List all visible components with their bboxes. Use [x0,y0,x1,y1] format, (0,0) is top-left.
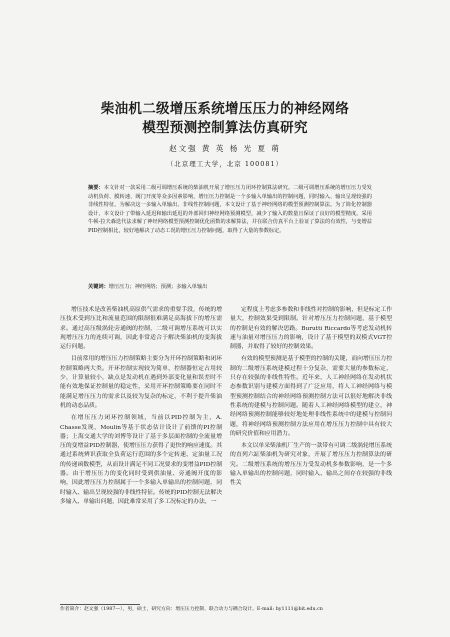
body-column-right [230,306,392,492]
body-paragraph: 本文以单采柴油机厂生产的一款带有可调二级涡轮增压系统的直列六缸柴油机为研究对象，开展了增压压力控制算法的研究。二级增压系统的增压压力受发动机多参数影响，是一个多输入单输出的控制问题，同时输入、输出之间存在较强的非线性关 [230,443,392,487]
body-paragraph: 增压技术是改善柴油机高原供气需求的重要手段，传统的增压技术受到压比和流量范围的限制很难满足高海拔下的增压需求。通过高压级涡轮旁通阀的控制，二级可调增压系统可以实现增压压力的连续可调，因此非常适合于解决柴油机的变海拔运行问题。 [60,307,222,351]
affiliation: （北京理工大学，北京 100081） [166,160,284,168]
keywords-label: 关键词： [88,284,109,290]
body-paragraph: 有效的模型预测是基于模型的控制的关键，而向增压压力控制的二级增压系统建模过程十分复杂，需要大量的参数标定，只存在较强的非线性特性。近年来，人工神经网络在发动机状态参数识别与建模方面得到了广泛应用，将人工神经网络与模型预测控制结合的神经网络预测控制方法可以很好地解决非线性系统的建模与控制问题。随着人工神经网络模型的建立，神经网络预测控制能够较好地处理非线性系统中的建模与控制问题，将神经网络预测控制方法应用在增压压力控制中具有较大的研究价值和应用潜力。 [230,356,392,437]
body-paragraph: 在增压压力闭环控制领域，当前以PID控制为主，A. Chasse发现，Moulin等基于状态估计设计了前馈的PI控制器；上海交通大学的刘博等设计了基于多层面控制的全流量增压的变增益PID控制器，使增压压力获得了更快的响应速度。其通过系统辨识获取全负荷运行范围的多个定转速、定油量工况的传递函数模型，从而设计满足不同工况要求的变增益PID控制器。由于增压压力的变化同时受到供油量、旁通阀开度的影响，因此增压压力控制属于一个多输入单输出的控制问题，同时输入、输出呈现较强的非线性特征。传统的PID控制无法解决多输入、单输出问题，因此难常采用了多工况标定的办法，一 [60,415,222,505]
abstract-text: 本文针对一款采用二级可调增压系统的柴油机开展了增压压力闭环控制算法研究。二级可调增压系统的增压压力受发动机负荷、膜转速、阀门开度等众多因素影响，增压压力控制是一个多输入单输出的控制问题，同时输入、输出呈现较强的非线性特征。为解决这一多输入单输出、非线性控制问题，本文设计了基于神经网络的模型预测控制算法。为了简化控制器设计，本文设计了带输入延迟和输出延迟的外部回归神经网络预测模型，减少了输入的数量且保证了良好的模型精度。采用牛顿-拉夫森迭代法求解了神经网络模型预测控制优化函数的求解算法，并在联合仿真平台上验证了算法的有效性，与变增益PID控制相比，较好地解决了动态工况的增压压力控制问题，取得了大量的参数标定。 [88,185,372,234]
title-line-2: 模型预测控制算法仿真研究 [142,120,308,136]
author-footnote: 作者简介：赵文强（1987—），男，硕士，研究方向：增压压力控制、联合动力与耦合设计。E-mail: hy1111@bit.edu.cn [60,607,323,612]
title-line-1: 柴油机二级增压系统增压压力的神经网络 [100,101,350,117]
paper-title [60,100,390,138]
body-paragraph: 目前常用的增压压力控制策略主要分为开环控制策略和闭环控制策略两大类。开环控制实现较为简单，控制器恒定占用较少，计算量较小，缺点是发动机在遇到外部变化量和误差时不能有效地保证控制量的稳定性，采用开环控制策略要在同时不能满足增压压力的需求以及较为复杂的标定，不利于提升柴油机的动态品质。 [60,356,222,409]
body-column-left [60,306,222,510]
abstract [88,184,372,236]
footnote-divider [60,604,140,605]
keywords-text: 增压压力；神经网络；预测；多输入单输出 [108,284,208,290]
author-list: 赵文强 黄 英 杨 光 夏 萌 [169,144,281,153]
keywords [88,283,372,291]
abstract-label: 摘要： [88,185,104,191]
body-paragraph: 定程度上考虑多参数和非线性对控制的影响，但是标定工作量大，控制效果受到限制。针对增压压力控制问题，基于模型的控制是有效的解决思路。Burutti Riccardo等考虑发动机转速与油量对增压压力的影响，设计了基于模型的双模式VGT控制器，并取得了较好的控制效果。 [230,307,392,351]
